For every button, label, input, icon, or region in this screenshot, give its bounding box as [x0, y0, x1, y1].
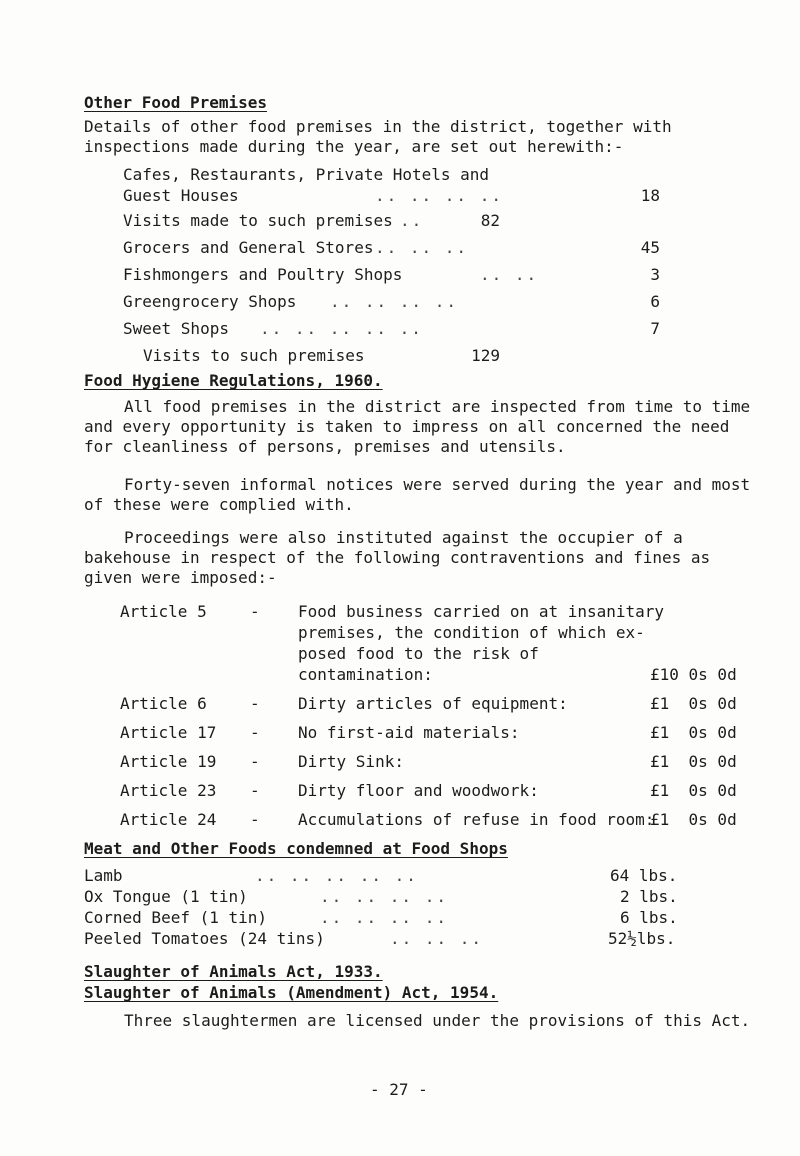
article-19-label: Article 19: [120, 752, 217, 771]
meat-item-tomatoes: Peeled Tomatoes (24 tins): [84, 929, 325, 948]
premises-greengrocery-count: 6: [650, 292, 660, 311]
meat-item-corned-beef: Corned Beef (1 tin): [84, 908, 268, 927]
article-17-fine: £1 0s 0d: [650, 723, 737, 742]
premises-sweet-count: 7: [650, 319, 660, 338]
dash: -: [250, 723, 260, 742]
article-23-fine: £1 0s 0d: [650, 781, 737, 800]
premises-cafes-count: 18: [640, 186, 660, 205]
premises-cafes-label-2: Guest Houses: [123, 186, 239, 205]
leader-dots: .. .. .. .. ..: [260, 319, 423, 338]
meat-qty-ox-tongue: 2 lbs.: [620, 887, 678, 906]
article-24-label: Article 24: [120, 810, 217, 829]
hygiene-paragraph-3: Proceedings were also instituted against the occupier of a bakehouse in respect of the following contraventions and fines as given were imposed:-: [84, 528, 711, 587]
article-6-fine: £1 0s 0d: [650, 694, 737, 713]
section-heading-other-food-premises: Other Food Premises: [84, 93, 268, 112]
premises-visits2-count: 129: [471, 346, 500, 365]
intro-paragraph: Details of other food premises in the district, together with inspections made during the year, are set out herewith:-: [84, 117, 672, 156]
premises-visits2-label: Visits to such premises: [143, 346, 365, 365]
article-5-text-4: contamination:: [298, 665, 433, 684]
article-5-text-3: posed food to the risk of: [298, 644, 539, 663]
article-5-text-1: Food business carried on at insanitary: [298, 602, 665, 621]
slaughter-heading-1: Slaughter of Animals Act, 1933.: [84, 962, 383, 981]
hygiene-paragraph-2: Forty-seven informal notices were served during the year and most of these were complied with.: [84, 475, 751, 514]
article-17-label: Article 17: [120, 723, 217, 742]
article-19-fine: £1 0s 0d: [650, 752, 737, 771]
article-5-label: Article 5: [120, 602, 207, 621]
leader-dots: .. .. .. .. ..: [255, 866, 418, 885]
meat-item-lamb: Lamb: [84, 866, 123, 885]
article-23-label: Article 23: [120, 781, 217, 800]
article-23-text: Dirty floor and woodwork:: [298, 781, 539, 800]
hygiene-paragraph-1: All food premises in the district are inspected from time to time and every opportunity is taken to impress on all concerned the need for cleanliness of persons, premises and utensils.: [84, 397, 751, 456]
leader-dots: .. .. ..: [390, 929, 484, 948]
dash: -: [250, 781, 260, 800]
article-6-label: Article 6: [120, 694, 207, 713]
meat-qty-corned-beef: 6 lbs.: [620, 908, 678, 927]
premises-visits1-count: 82: [480, 211, 500, 230]
leader-dots: .. ..: [480, 265, 539, 284]
premises-fish-count: 3: [650, 265, 660, 284]
premises-fish-label: Fishmongers and Poultry Shops: [123, 265, 403, 284]
premises-sweet-label: Sweet Shops: [123, 319, 229, 338]
premises-cafes-label-1: Cafes, Restaurants, Private Hotels and: [123, 165, 490, 184]
meat-qty-lamb: 64 lbs.: [610, 866, 678, 885]
dash: -: [250, 602, 260, 621]
article-19-text: Dirty Sink:: [298, 752, 404, 771]
page-number: - 27 -: [370, 1080, 428, 1099]
leader-dots: .. .. ..: [375, 238, 469, 257]
article-5-fine: £10 0s 0d: [650, 665, 737, 684]
leader-dots: .. .. .. ..: [330, 292, 458, 311]
premises-grocers-label: Grocers and General Stores: [123, 238, 374, 257]
leader-dots: .. .. .. ..: [320, 908, 448, 927]
article-5-text-2: premises, the condition of which ex-: [298, 623, 645, 642]
slaughter-paragraph: Three slaughtermen are licensed under the provisions of this Act.: [124, 1011, 751, 1030]
meat-heading: Meat and Other Foods condemned at Food Shops: [84, 839, 508, 858]
leader-dots: .. .. .. ..: [320, 887, 448, 906]
article-24-text: Accumulations of refuse in food room:: [298, 810, 655, 829]
dash: -: [250, 694, 260, 713]
article-6-text: Dirty articles of equipment:: [298, 694, 568, 713]
dash: -: [250, 752, 260, 771]
hygiene-heading: Food Hygiene Regulations, 1960.: [84, 371, 383, 390]
premises-visits1-label: Visits made to such premises: [123, 211, 393, 230]
article-17-text: No first-aid materials:: [298, 723, 520, 742]
article-24-fine: £1 0s 0d: [650, 810, 737, 829]
meat-qty-tomatoes: 52½lbs.: [608, 929, 676, 948]
leader-dots: ..: [400, 211, 424, 230]
meat-item-ox-tongue: Ox Tongue (1 tin): [84, 887, 248, 906]
dash: -: [250, 810, 260, 829]
premises-grocers-count: 45: [640, 238, 660, 257]
slaughter-heading-2: Slaughter of Animals (Amendment) Act, 1954.: [84, 983, 499, 1002]
leader-dots: .. .. .. ..: [375, 186, 503, 205]
premises-greengrocery-label: Greengrocery Shops: [123, 292, 297, 311]
